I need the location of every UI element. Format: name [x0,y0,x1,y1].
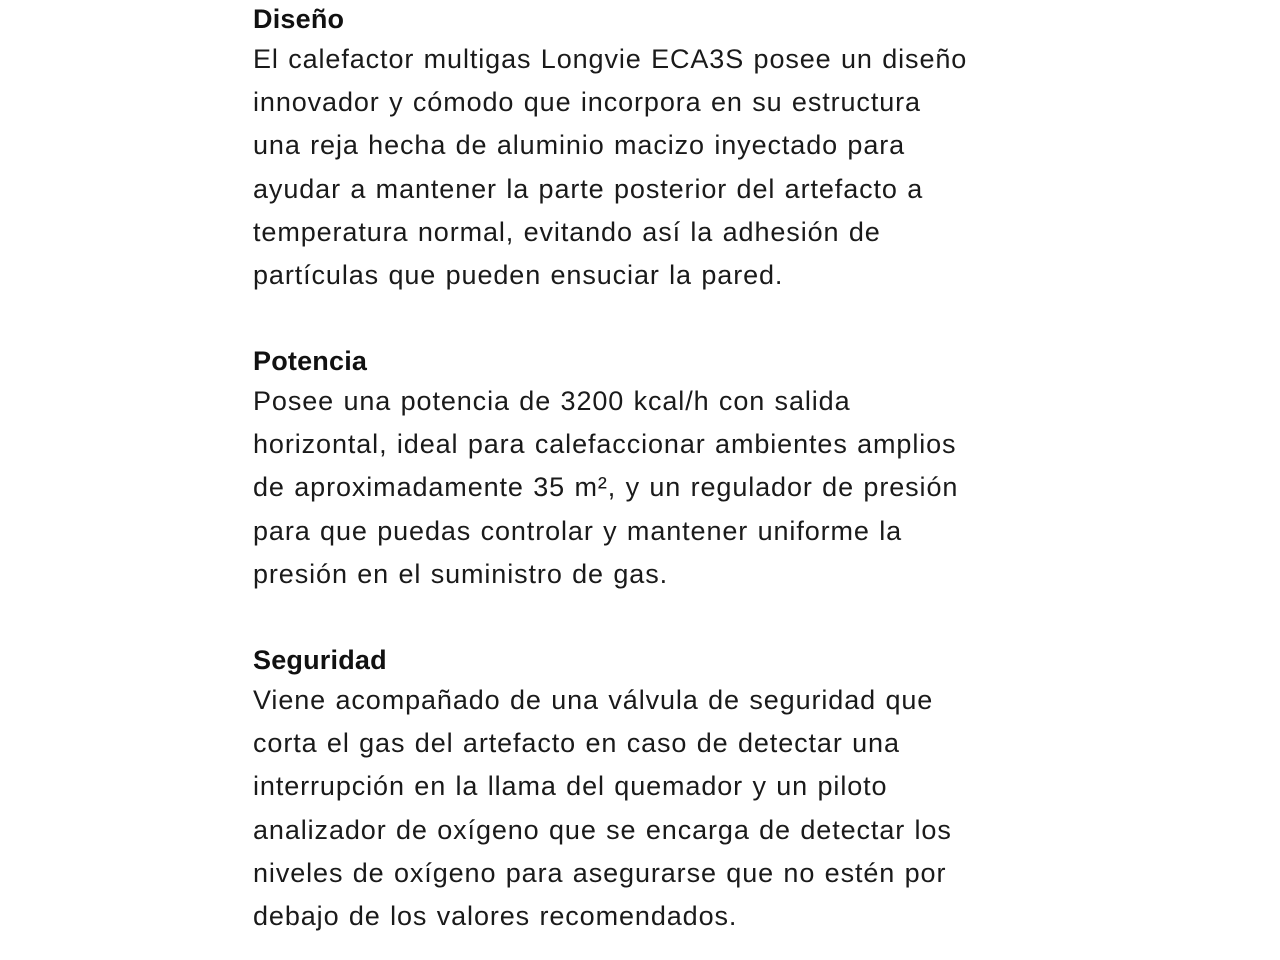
body-line: interrupción en la llama del quemador y un piloto [253,771,888,802]
section-heading: Diseño [253,4,345,34]
body-line: para que puedas controlar y mantener uniforme la [253,515,903,546]
section-body [253,38,967,297]
body-line: presión en el suministro de gas. [253,558,669,589]
section-heading: Potencia [253,346,368,376]
body-line: partículas que pueden ensuciar la pared. [253,260,784,291]
section-body [253,380,958,596]
body-line: innovador y cómodo que incorpora en su estructura [253,87,921,118]
section-potencia [253,342,958,596]
section-diseno [253,0,967,297]
body-line: una reja hecha de aluminio macizo inyectado para [253,130,906,161]
body-line: Viene acompañado de una válvula de seguridad que [253,685,934,715]
body-line: Posee una potencia de 3200 kcal/h con salida [253,386,851,416]
body-line: niveles de oxígeno para asegurarse que no estén por [253,857,947,888]
body-line: El calefactor multigas Longvie ECA3S posee un diseño [253,44,968,74]
section-heading: Seguridad [253,645,387,675]
body-line: temperatura normal, evitando así la adhesión de [253,216,881,247]
body-line: ayudar a mantener la parte posterior del artefacto a [253,173,924,204]
section-seguridad [253,641,952,938]
body-line: debajo de los valores recomendados. [253,901,738,932]
body-line: horizontal, ideal para calefaccionar ambientes amplios [253,429,957,460]
section-body [253,679,952,938]
body-line: corta el gas del artefacto en caso de detectar una [253,728,900,759]
body-line: analizador de oxígeno que se encarga de detectar los [253,814,952,845]
body-line: de aproximadamente 35 m², y un regulador de presión [253,472,959,503]
